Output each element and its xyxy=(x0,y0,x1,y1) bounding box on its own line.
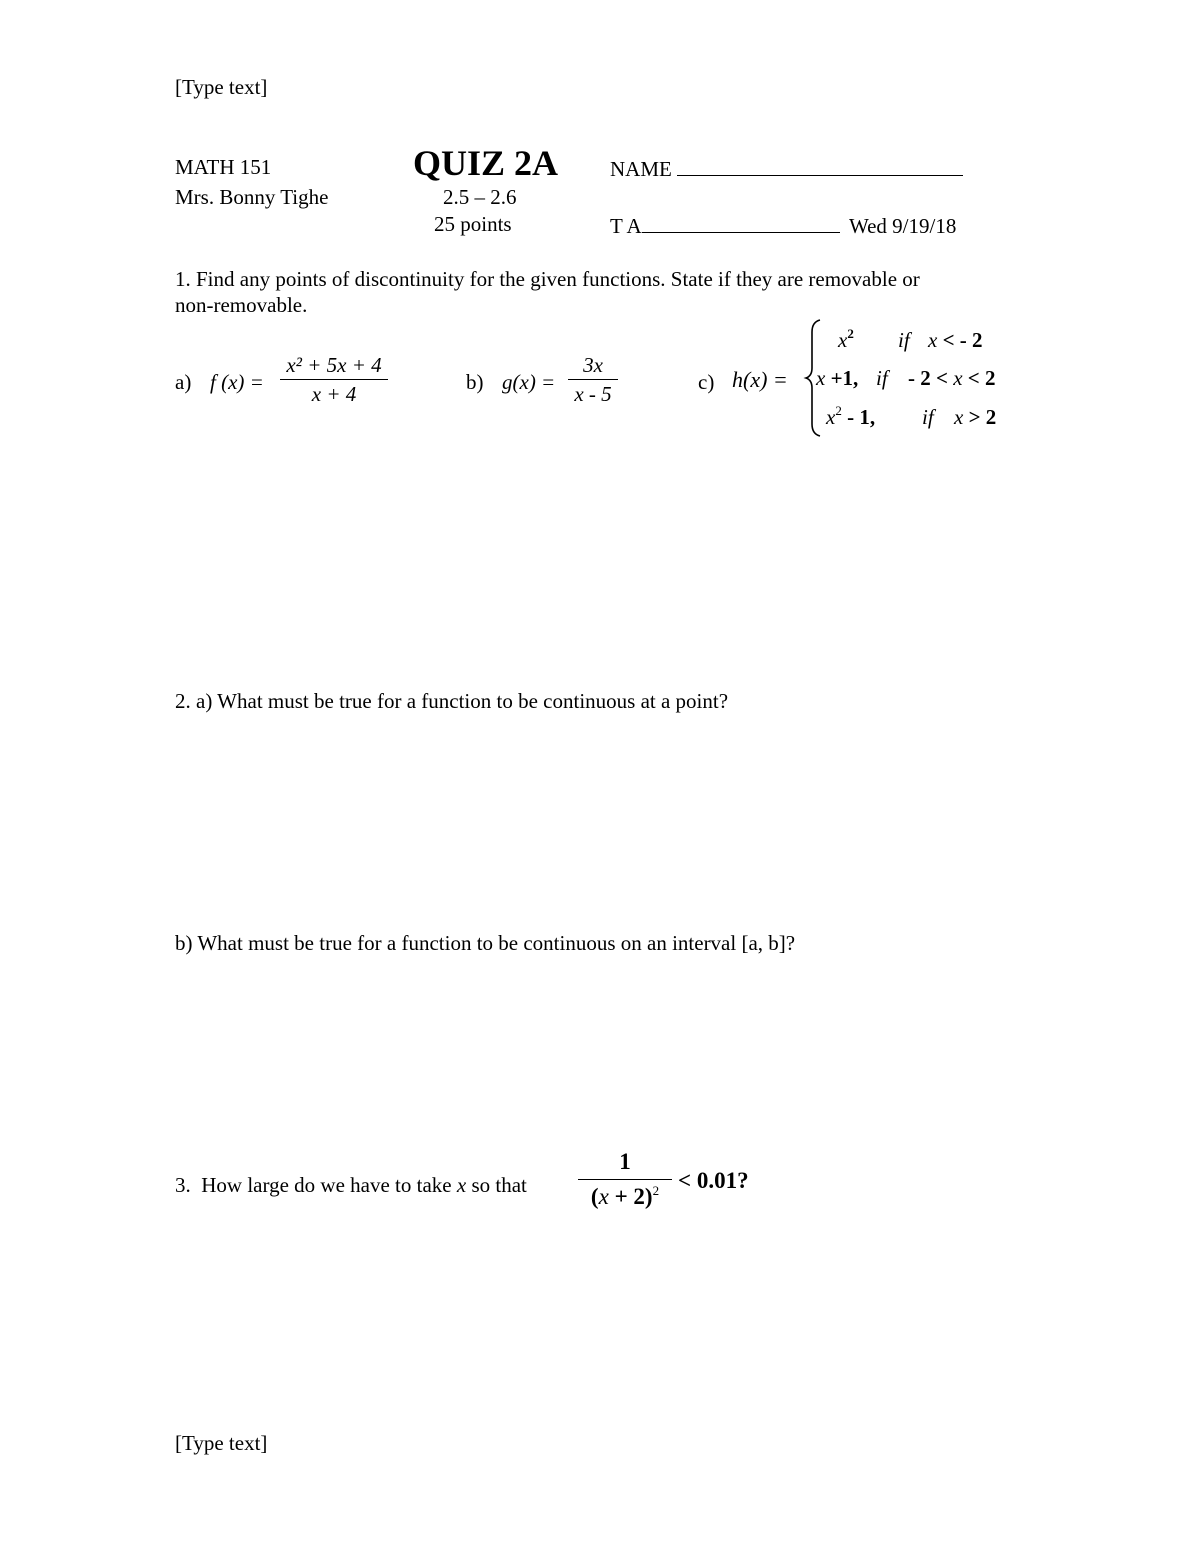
q1c-case3-expr: $x^2 - 1$, xyxy=(826,403,876,429)
course-code: MATH 151 xyxy=(175,155,272,179)
q1-text-line2: non-removable. xyxy=(175,293,308,317)
name-label: NAME xyxy=(610,157,672,181)
q1a-denominator: x + 4 xyxy=(311,382,357,406)
q1a-label: a) xyxy=(175,370,192,394)
q3-numerator: 1 xyxy=(619,1149,631,1174)
q1c-case1-if: if xyxy=(898,328,910,352)
q1b-numerator: 3x xyxy=(583,353,603,377)
q3-fraction xyxy=(578,1150,672,1209)
q1a-numerator: x² + 5x + 4 xyxy=(286,353,382,377)
ta-label: T A xyxy=(610,214,642,238)
q1a-lhs: f (x) = xyxy=(210,370,264,394)
quiz-title: QUIZ 2A xyxy=(413,143,559,183)
name-blank[interactable] xyxy=(677,155,963,176)
q3-text: 3. How large do we have to take x so that xyxy=(175,1173,527,1197)
quiz-sections: 2.5 – 2.6 xyxy=(443,185,517,209)
q1a-fraction xyxy=(280,353,388,406)
q1c-case1-cond: x < - 2 xyxy=(928,328,983,352)
q2a-text: 2. a) What must be true for a function to be continuous at a point? xyxy=(175,689,729,713)
q1c-case1-expr: $x^2$ xyxy=(838,326,854,352)
page-header: [Type text] xyxy=(175,75,268,99)
q3-denominator: $(x + 2)^2$ xyxy=(590,1183,660,1209)
q1c-label: c) xyxy=(698,370,715,394)
q1c-case2-if: if xyxy=(876,366,888,390)
q1c-case3-cond: x > 2 xyxy=(954,405,997,429)
q1c-case3-if: if xyxy=(922,405,934,429)
instructor-name: Mrs. Bonny Tighe xyxy=(175,185,329,209)
quiz-date: Wed 9/19/18 xyxy=(848,214,957,238)
q1c-case2-expr: x +1, xyxy=(816,366,859,390)
page-footer: [Type text] xyxy=(175,1431,268,1455)
q1b-fraction-bar xyxy=(568,379,618,380)
q2b-text: b) What must be true for a function to be continuous on an interval [a, b]? xyxy=(175,931,796,955)
q3-fraction-bar xyxy=(578,1179,672,1180)
q1b-fraction xyxy=(568,353,618,406)
ta-blank[interactable] xyxy=(642,212,840,233)
q1a-fraction-bar xyxy=(280,379,388,380)
ta-field[interactable] xyxy=(610,212,956,238)
name-field[interactable] xyxy=(610,155,963,181)
q1c-case2-cond: - 2 < x < 2 xyxy=(908,366,996,390)
q1c-lhs: h(x) = xyxy=(732,367,788,392)
quiz-points: 25 points xyxy=(434,212,512,236)
q3-rhs: < 0.01? xyxy=(678,1168,749,1193)
q1-text-line1: 1. Find any points of discontinuity for the given functions. State if they are removable or xyxy=(175,267,920,291)
q1b-lhs: g(x) = xyxy=(502,370,556,394)
q1b-denominator: x - 5 xyxy=(574,382,612,406)
q1b-label: b) xyxy=(466,370,484,394)
